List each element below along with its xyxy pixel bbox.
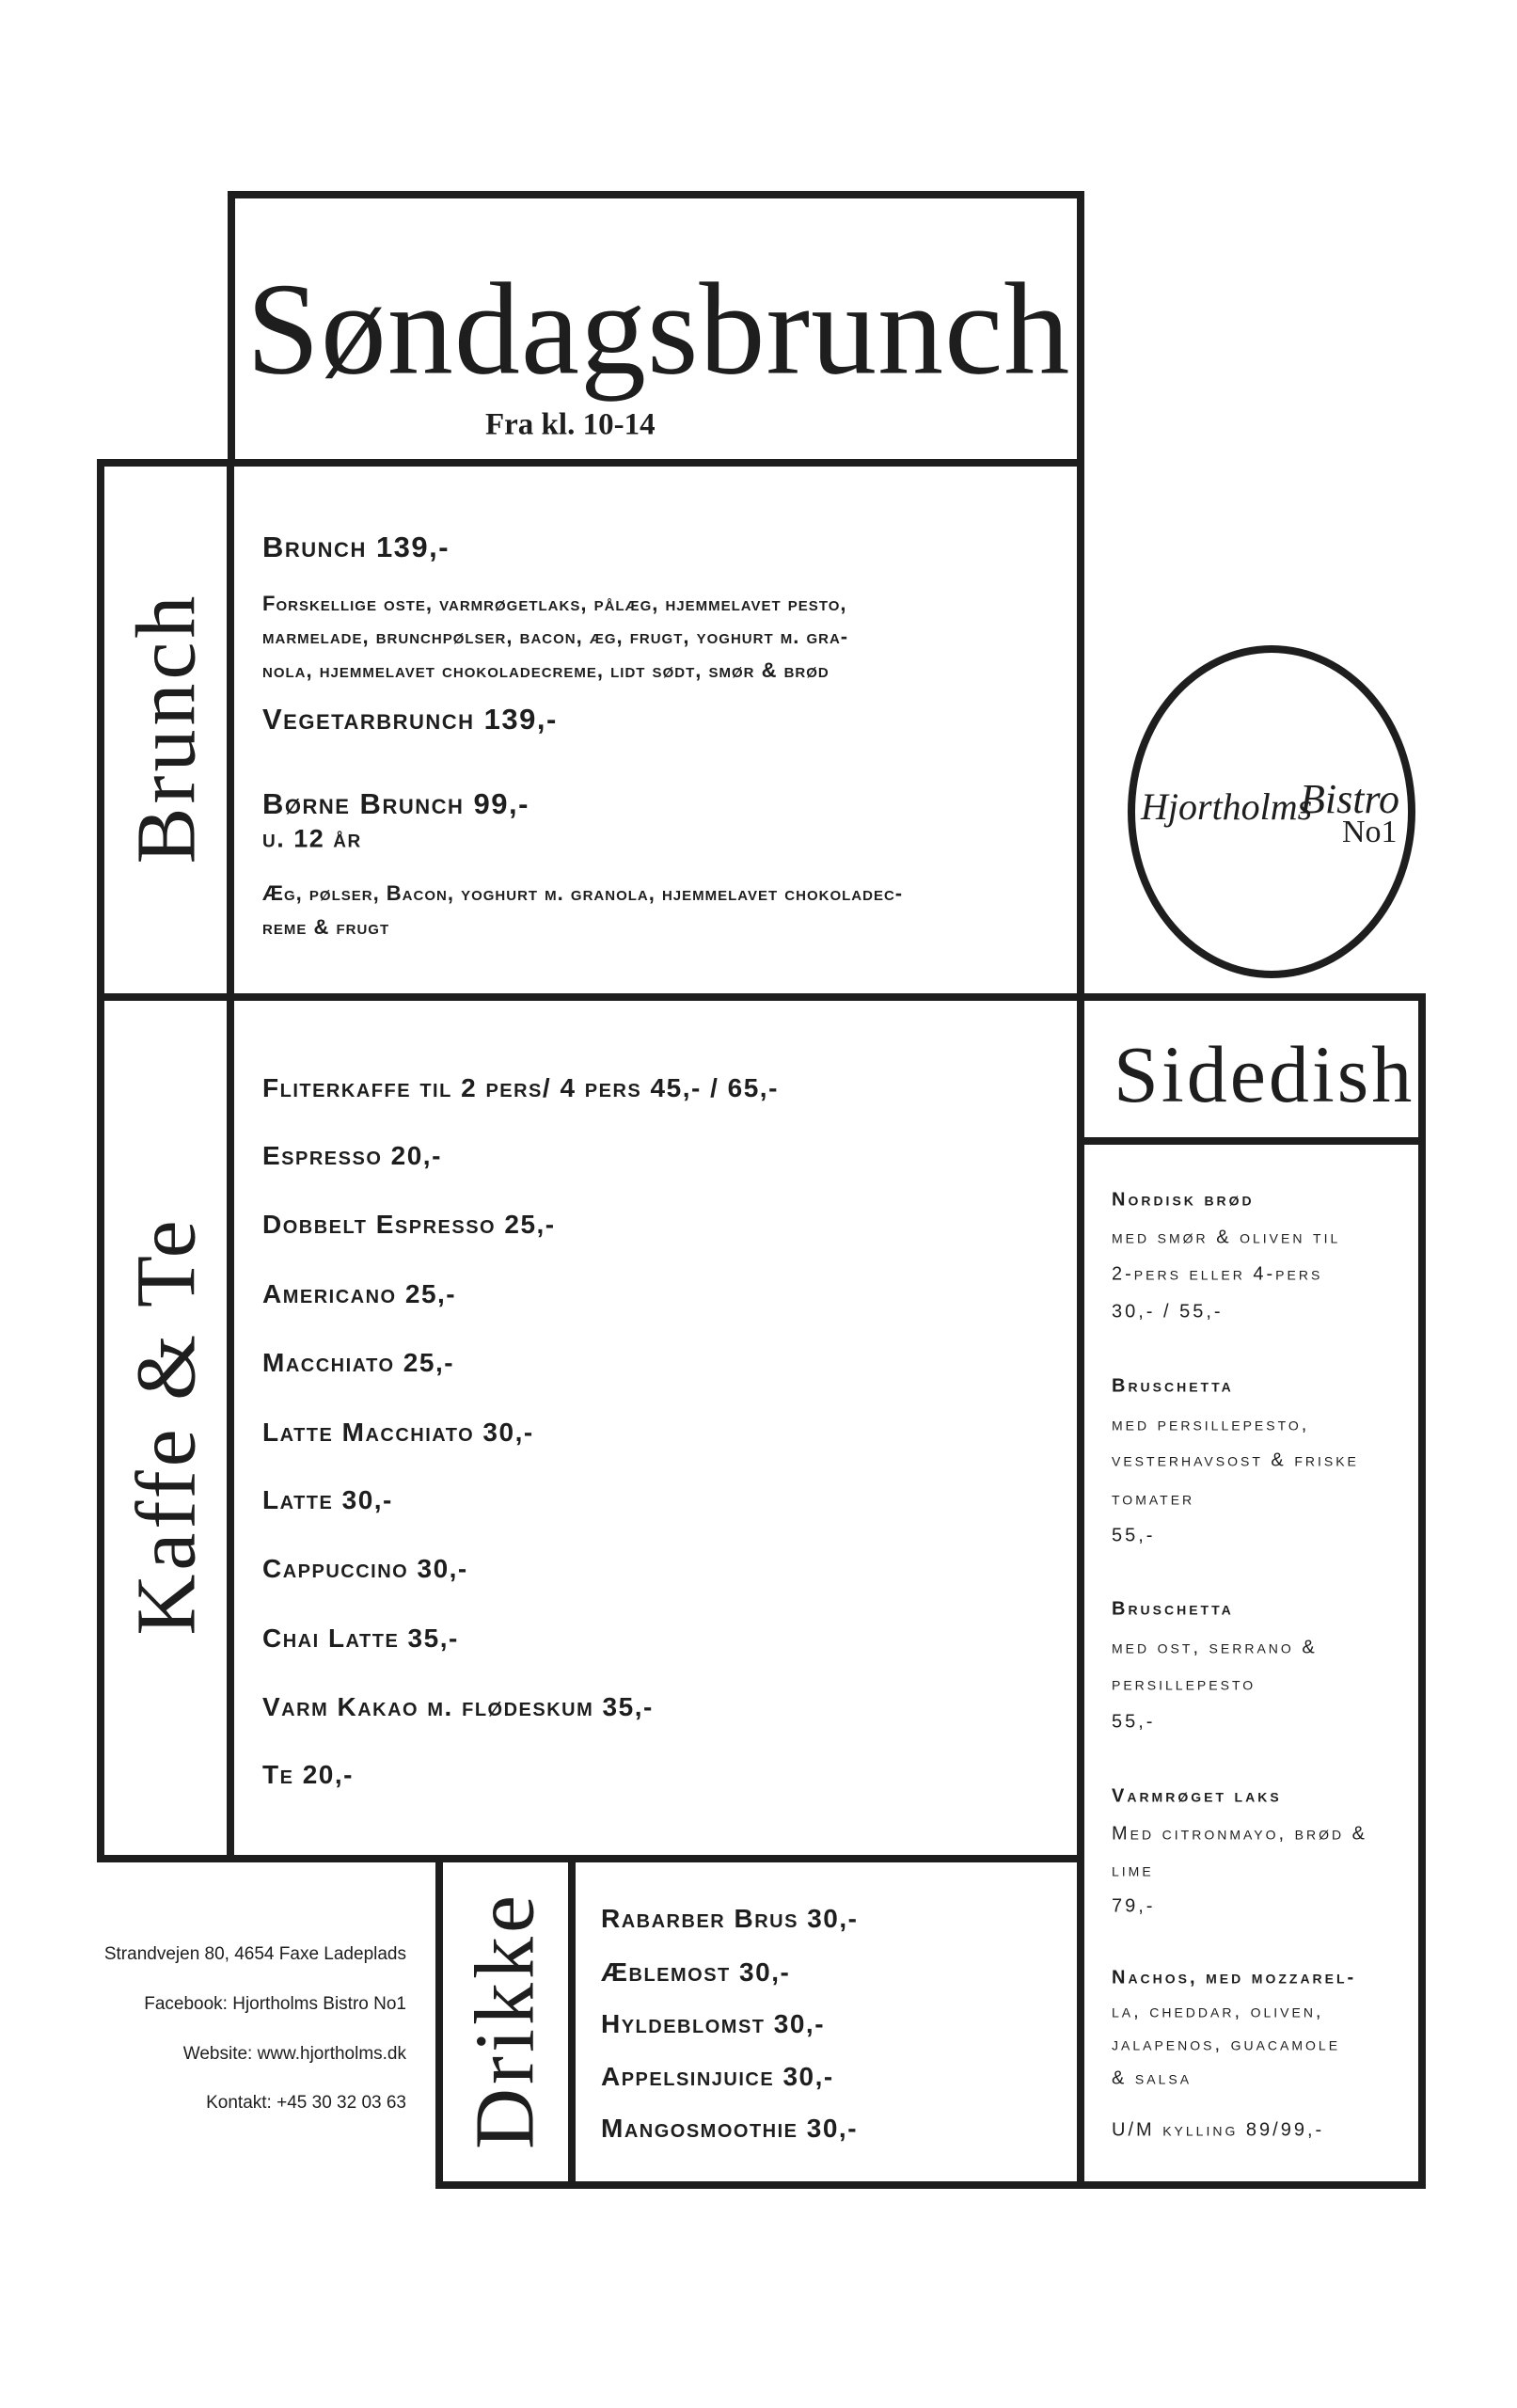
kaffe-item: Te 20,- (262, 1760, 354, 1789)
kaffe-item: Americano 25,- (262, 1279, 457, 1308)
kaffe-item: Latte 30,- (262, 1485, 393, 1514)
sidedish-price: 55,- (1112, 1525, 1156, 1546)
logo-text-1: Hjortholms (1141, 785, 1313, 828)
sidedish-title: Nordisk brød (1112, 1189, 1255, 1211)
kaffe-item: Fliterkaffe til 2 pers/ 4 pers 45,- / 65,- (262, 1073, 779, 1102)
drikke-item: Appelsinjuice 30,- (601, 2062, 834, 2091)
sidedish-text: jalapenos, guacamole (1112, 2034, 1341, 2055)
kaffe-item: Chai Latte 35,- (262, 1624, 459, 1653)
sidedish-text: med persillepesto, (1112, 1414, 1310, 1435)
sidedish-text: vesterhavsost & friske (1112, 1450, 1359, 1471)
footer-address: Strandvejen 80, 4654 Faxe Ladeplads (103, 1944, 406, 1964)
sidedish-text: med ost, serrano & (1112, 1637, 1318, 1658)
footer-facebook[interactable]: Facebook: Hjortholms Bistro No1 (144, 1994, 406, 2014)
kaffe-item: Latte Macchiato 30,- (262, 1418, 534, 1447)
sidedish-text: la, cheddar, oliven, (1112, 2001, 1324, 2022)
sidedish-price: 79,- (1112, 1895, 1156, 1917)
sidedish-section-label: Sidedish (1114, 1029, 1415, 1119)
page-title: Søndagsbrunch (246, 256, 1071, 403)
sidedish-price: 55,- (1112, 1711, 1156, 1733)
drikke-item: Hyldeblomst 30,- (601, 2009, 826, 2038)
sidedish-text: 2-pers eller 4-pers (1112, 1263, 1323, 1285)
kaffe-item: Cappuccino 30,- (262, 1554, 468, 1583)
brunch-item: Børne Brunch 99,- (262, 787, 529, 820)
drikke-item: Rabarber Brus 30,- (601, 1904, 859, 1933)
sidedish-price: U/M kylling 89/99,- (1112, 2119, 1325, 2141)
drikke-item: Æblemost 30,- (601, 1957, 791, 1987)
brunch-note: u. 12 år (262, 824, 362, 853)
sidedish-text: tomater (1112, 1488, 1195, 1510)
brunch-item: Brunch 139,- (262, 531, 450, 563)
brunch-description: reme & frugt (262, 915, 390, 939)
drikke-section-label: Drikke (458, 1892, 552, 2149)
brunch-description: marmelade, brunchpølser, bacon, æg, frugt, yoghurt m. gra- (262, 625, 849, 648)
sidedish-title: Bruschetta (1112, 1598, 1234, 1620)
kaffe-item: Macchiato 25,- (262, 1348, 455, 1377)
sidedish-title: Nachos, med mozzarel- (1112, 1967, 1357, 1988)
subtitle-hours: Fra kl. 10-14 (485, 407, 656, 442)
sidedish-price: 30,- / 55,- (1112, 1301, 1224, 1323)
kaffe-section-label: Kaffe & Te (119, 1216, 213, 1636)
sidedish-text: lime (1112, 1860, 1154, 1881)
sidedish-title: Varmrøget laks (1112, 1785, 1282, 1807)
kaffe-item: Varm Kakao m. flødeskum 35,- (262, 1692, 654, 1721)
sidedish-text: Med citronmayo, brød & (1112, 1823, 1367, 1845)
footer-contact: Kontakt: +45 30 32 03 63 (206, 2093, 406, 2113)
footer-website[interactable]: Website: www.hjortholms.dk (182, 2044, 406, 2064)
sidedish-text: persillepesto (1112, 1673, 1256, 1695)
brunch-section-label: Brunch (119, 592, 213, 864)
sidedish-title: Bruschetta (1112, 1375, 1234, 1397)
logo (1128, 645, 1415, 978)
sidedish-text: med smør & oliven til (1112, 1227, 1341, 1248)
logo-text-2: Bistro (1300, 776, 1399, 822)
logo-text-3: No1 (1342, 815, 1398, 849)
brunch-description: Æg, pølser, Bacon, yoghurt m. granola, hjemmelavet chokoladec- (262, 881, 904, 905)
sidedish-content-box (1077, 1137, 1426, 2189)
brunch-item: Vegetarbrunch 139,- (262, 703, 558, 736)
sidedish-text: & salsa (1112, 2067, 1193, 2089)
kaffe-item: Dobbelt Espresso 25,- (262, 1210, 556, 1239)
kaffe-item: Espresso 20,- (262, 1141, 442, 1170)
brunch-description: Forskellige oste, varmrøgetlaks, pålæg, hjemmelavet pesto, (262, 592, 847, 615)
brunch-description: nola, hjemmelavet chokoladecreme, lidt sødt, smør & brød (262, 658, 830, 682)
drikke-item: Mangosmoothie 30,- (601, 2114, 859, 2143)
